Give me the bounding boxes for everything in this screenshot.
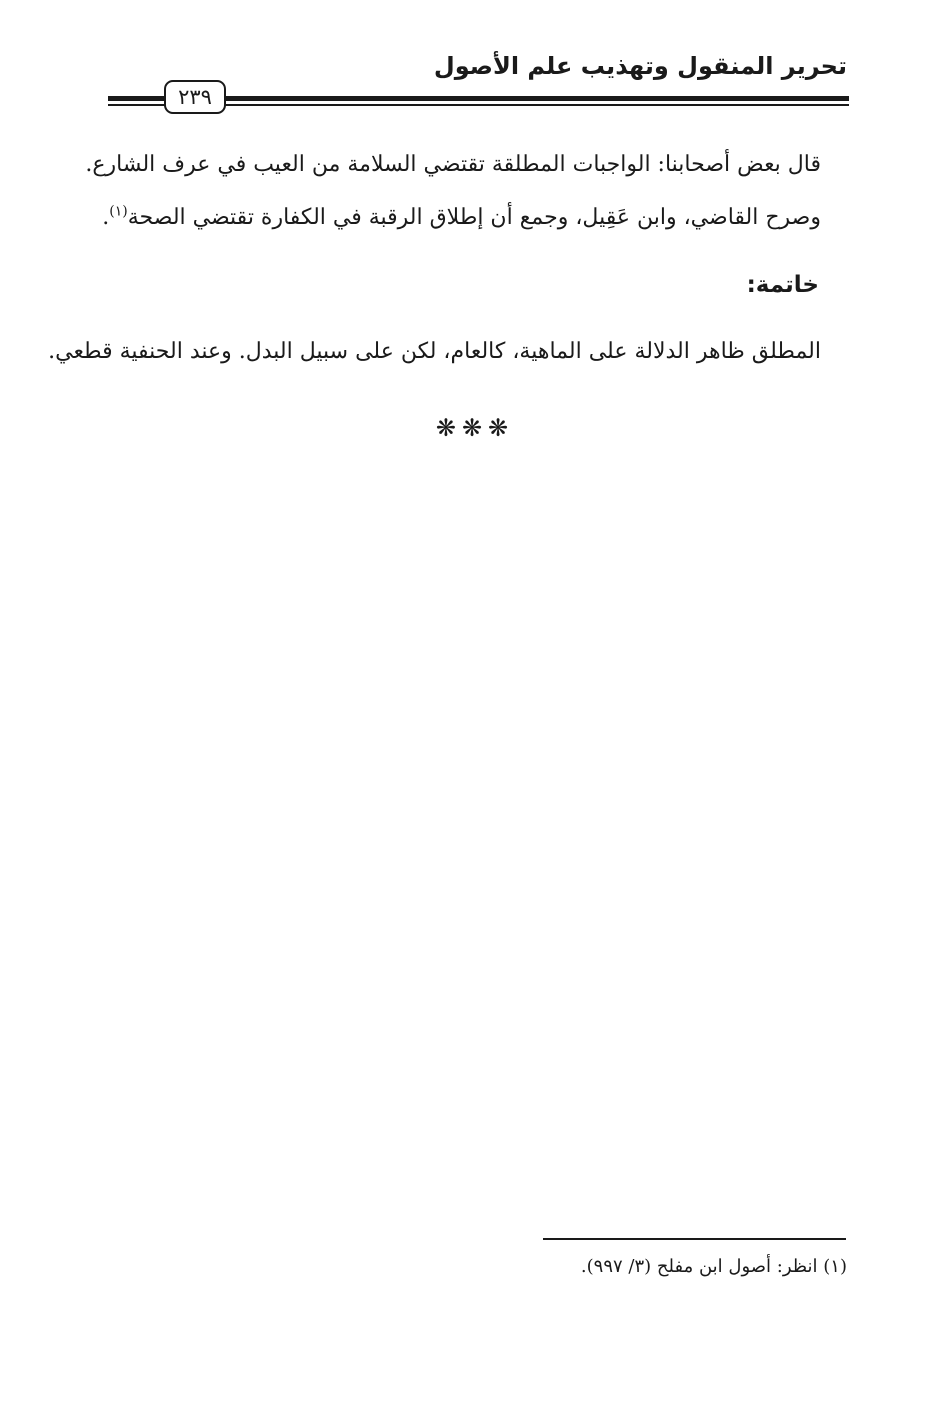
paragraph-3: المطلق ظاهر الدلالة على الماهية، كالعام، لكن على سبيل البدل. وعند الحنفية قطعي. bbox=[48, 339, 821, 364]
paragraph-2 bbox=[81, 205, 821, 231]
paragraph-2-text: وصرح القاضي، وابن عَقِيل، وجمع أن إطلاق الرقبة في الكفارة تقتضي الصحة bbox=[127, 205, 821, 230]
page-number: ٢٣٩ bbox=[164, 80, 226, 114]
section-heading: خاتمة: bbox=[746, 272, 819, 298]
running-title: تحرير المنقول وتهذيب علم الأصول bbox=[433, 52, 847, 80]
paragraph-1: قال بعض أصحابنا: الواجبات المطلقة تقتضي السلامة من العيب في عرف الشارع. bbox=[85, 152, 821, 177]
paragraph-2-end: . bbox=[102, 205, 110, 230]
footnote-rule bbox=[543, 1238, 846, 1240]
section-separator-stars: ❋❋❋ bbox=[435, 414, 515, 442]
footnote-1: (١) انظر: أصول ابن مفلح (٣/ ٩٩٧). bbox=[580, 1256, 847, 1277]
footnote-reference[interactable]: (١) bbox=[109, 203, 128, 220]
